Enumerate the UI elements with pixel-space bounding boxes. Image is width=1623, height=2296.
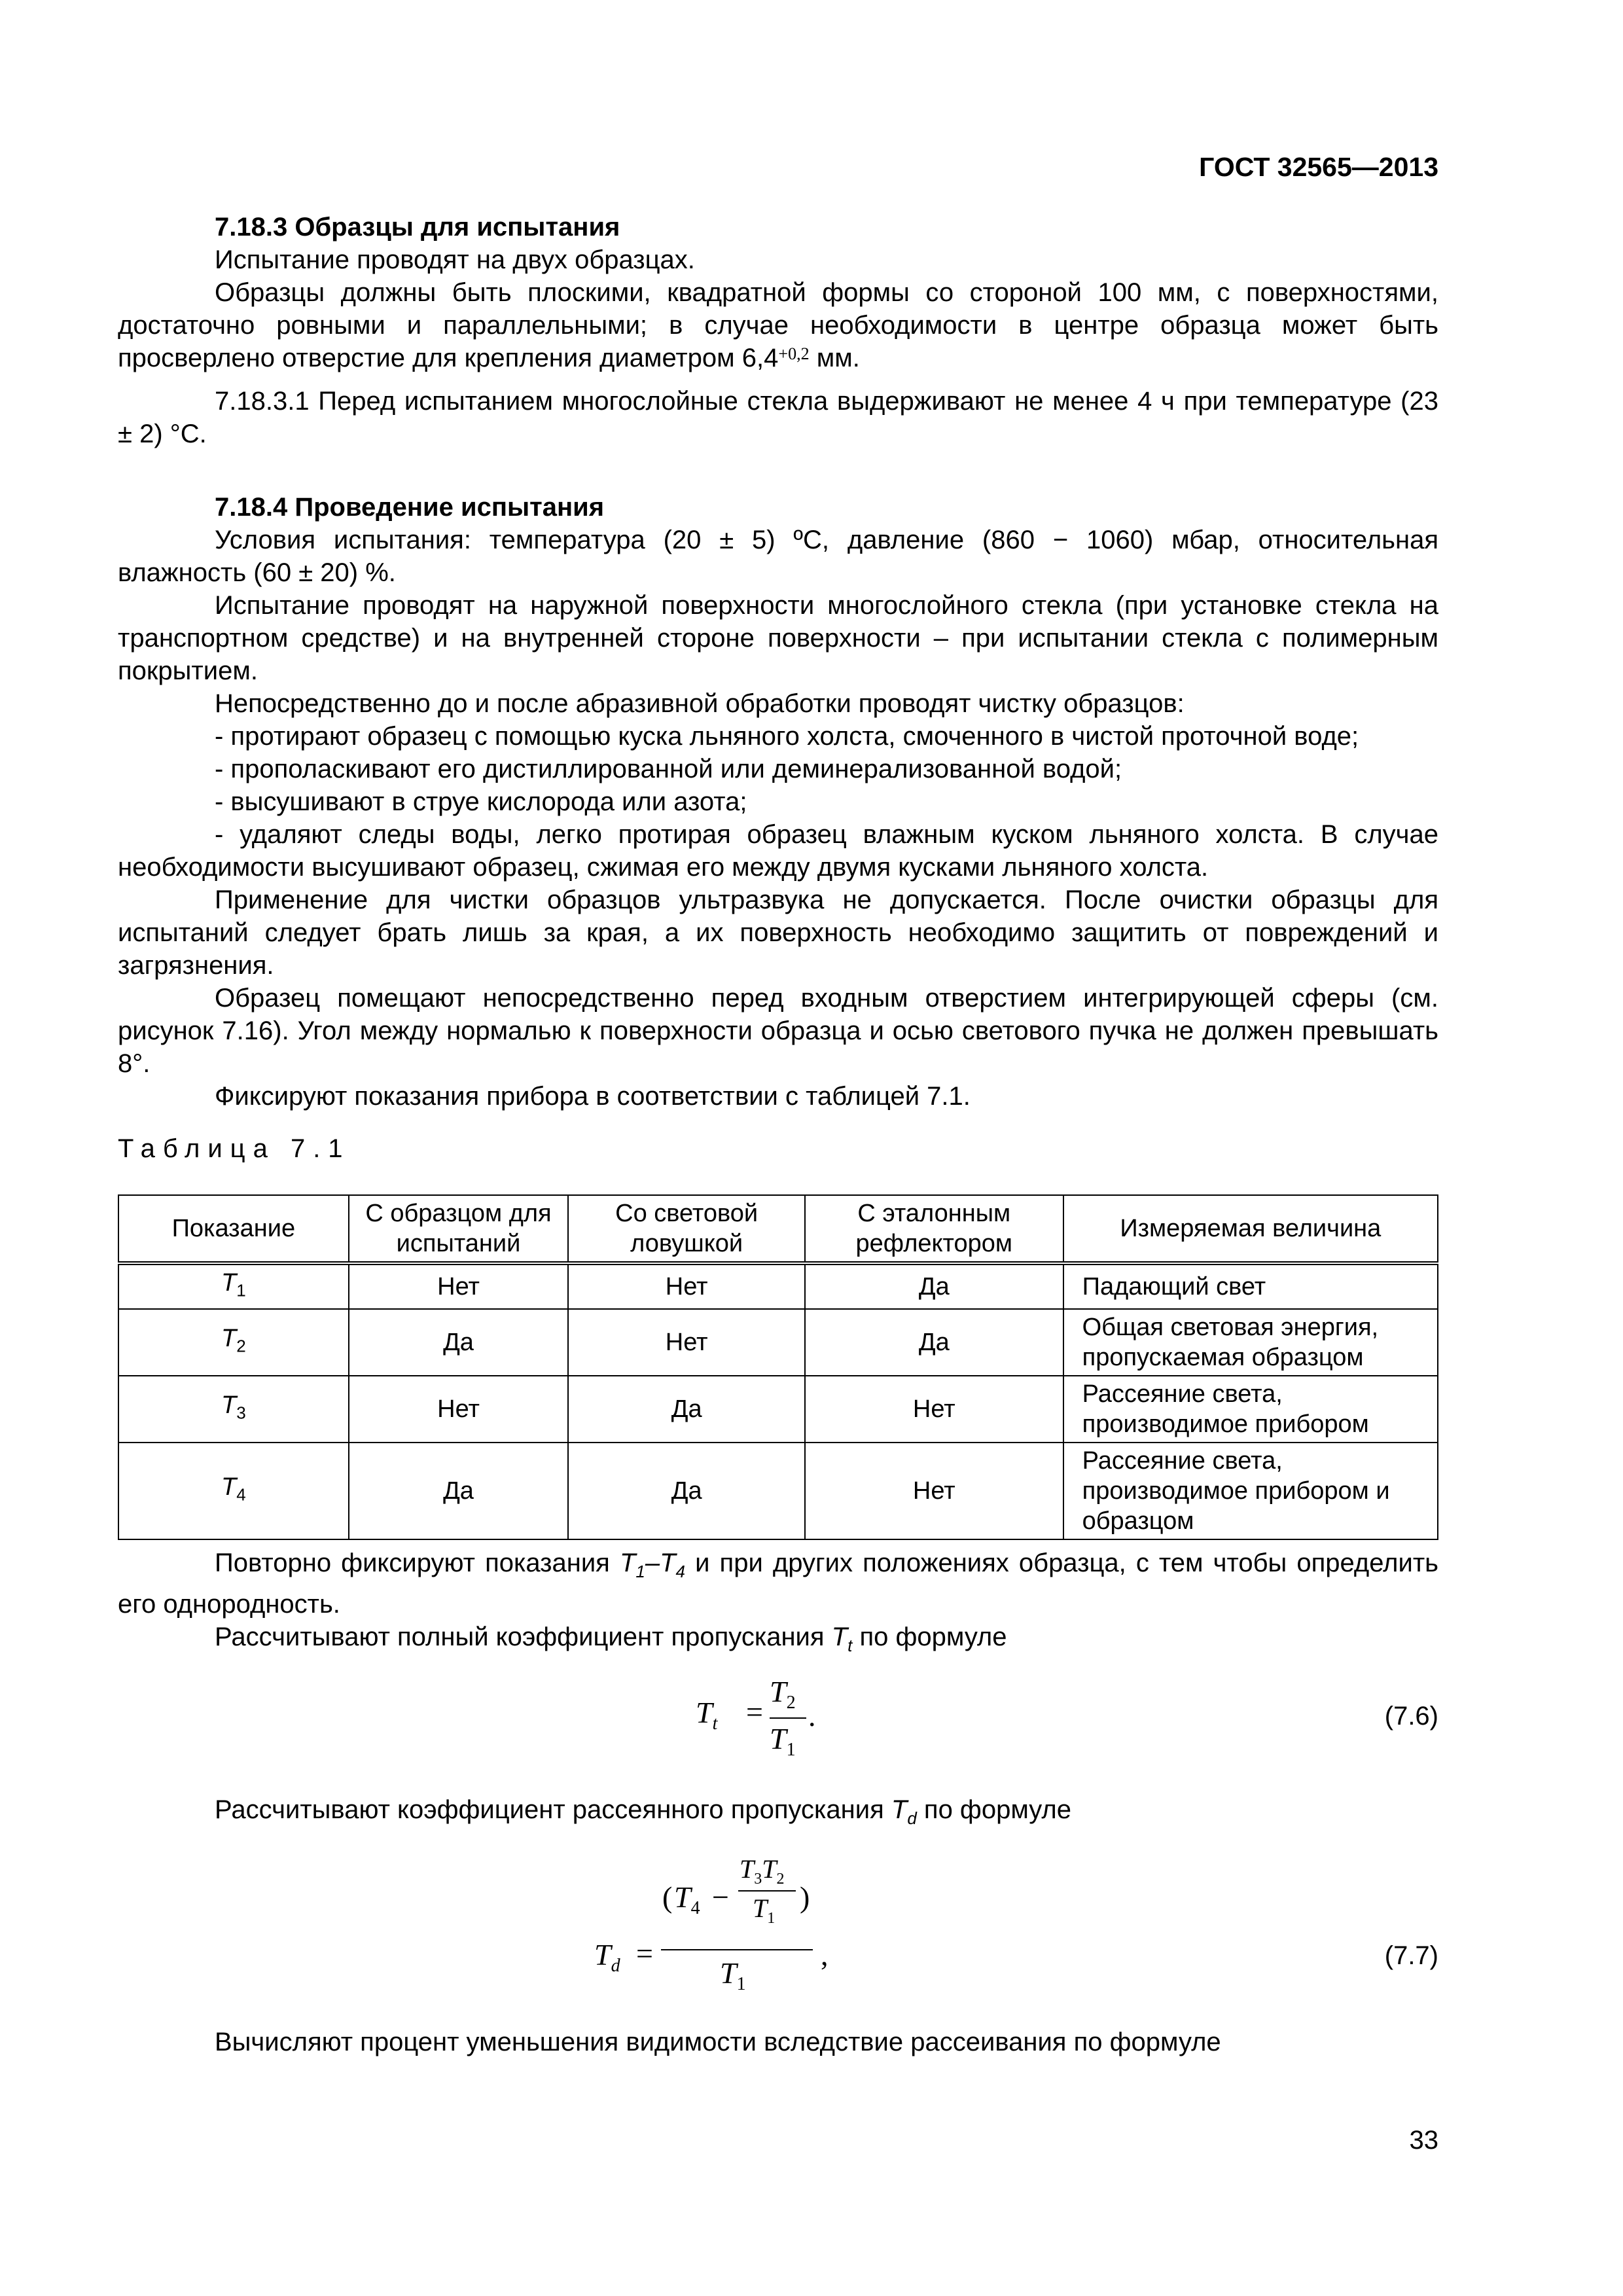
paren-close: ) [800, 1880, 810, 1914]
paragraph: Испытание проводят на наружной поверхности многослойного стекла (при установке стекла на транспортном средстве) и на внутренней стороне поверхности – при испытании стекла с полимерным покрытием. [118, 591, 1438, 685]
term-t4: $T_4$ [674, 1880, 700, 1919]
table-cell: Падающий свет [1063, 1263, 1438, 1309]
column-header: С эталонным рефлектором [805, 1195, 1063, 1263]
paragraph: Рассчитывают коэффициент рассеянного пропускания $T_d$ по формуле [215, 1795, 1071, 1828]
table-header-row [118, 1195, 1438, 1263]
formula-equals: = [636, 1937, 653, 1970]
paragraph-text: Образцы должны быть плоскими, квадратной формы со стороной 100 мм, с поверхностями, достаточно ровными и параллельными; в случае необходимости в центре образца может быть просверлено отверстие для крепления диаметром 6,4 [118, 278, 1438, 372]
paragraph: 7.18.3.1 Перед испытанием многослойные стекла выдерживают не менее 4 ч при температуре (23 ± 2) °С. [118, 387, 1438, 448]
paragraph [118, 276, 1438, 374]
section-7-18-4 [118, 491, 1438, 1113]
inner-denominator: $T_1$ [753, 1893, 776, 1927]
paragraph: Применение для чистки образцов ультразвука не допускается. После очистки образцы для испытаний следует брать лишь за края, а их поверхность необходимо защитить от повреждений и загрязнения. [118, 886, 1438, 980]
section-7-18-3 [118, 211, 1438, 450]
formula-lhs: $T_d$ [594, 1938, 620, 1977]
symbol-td: $T_d$ [891, 1795, 917, 1828]
table-cell: Нет [349, 1263, 569, 1309]
table-row [118, 1263, 1438, 1309]
document-designation: ГОСТ 32565—2013 [1199, 152, 1438, 182]
table-cell: Да [805, 1263, 1063, 1309]
table-row [118, 1376, 1438, 1443]
column-header: Измеряемая величина [1063, 1195, 1438, 1263]
text-after-table [118, 1547, 1438, 1662]
table-cell: Нет [568, 1263, 805, 1309]
list-item: - протирают образец с помощью куска льняного холста, смоченного в чистой проточной воде; [215, 722, 1359, 751]
paragraph: Непосредственно до и после абразивной обработки проводят чистку образцов: [215, 689, 1185, 718]
table-row [118, 1443, 1438, 1539]
formula-period: . [808, 1699, 816, 1732]
paren-open: ( [662, 1880, 673, 1914]
tolerance: +0,2 [778, 344, 810, 363]
list-item: - прополаскивают его дистиллированной или деминерализованной водой; [215, 755, 1122, 783]
table-cell: Да [568, 1376, 805, 1443]
column-header: С образцом для испытаний [349, 1195, 569, 1263]
formula-number: (7.6) [1384, 1702, 1438, 1731]
paragraph: Образец помещают непосредственно перед входным отверстием интегрирующей сферы (см. рисунок 7.16). Угол между нормалью к поверхности образца и осью светового пучка не должен превышать 8°. [118, 984, 1438, 1078]
paragraph: Испытание проводят на двух образцах. [215, 245, 695, 274]
inner-fraction-bar [738, 1890, 796, 1892]
paragraph: Условия испытания: температура (20 ± 5) ºС, давление (860 − 1060) мбар, относительная влажность (60 ± 20) %. [118, 526, 1438, 587]
symbol-cell: $T_1$ [118, 1263, 349, 1309]
paragraph: Вычисляют процент уменьшения видимости вследствие рассеивания по формуле [215, 2028, 1221, 2056]
formula-denominator: $T_1$ [720, 1956, 746, 1995]
table-cell: Да [349, 1443, 569, 1539]
symbol-cell: $T_3$ [118, 1376, 349, 1443]
table-cell: Общая световая энергия, пропускаемая образцом [1063, 1309, 1438, 1376]
column-header: Со световой ловушкой [568, 1195, 805, 1263]
table-cell: Да [805, 1309, 1063, 1376]
table-cell: Нет [568, 1309, 805, 1376]
paragraph: Повторно фиксируют показания $T_1-T_4$ и при других положениях образца, с тем чтобы определить его однородность. [118, 1549, 1439, 1619]
table-cell: Да [349, 1309, 569, 1376]
table-cell: Нет [349, 1376, 569, 1443]
paragraph: Фиксируют показания прибора в соответствии с таблицей 7.1. [215, 1082, 971, 1111]
formula-number: (7.7) [1384, 1941, 1438, 1970]
list-item: - высушивают в струе кислорода или азота; [215, 787, 747, 816]
table-cell: Рассеяние света, производимое прибором [1063, 1376, 1438, 1443]
list-item: - удаляют следы воды, легко протирая образец влажным куском льняного холста. В случае необходимости высушивают образец, сжимая его между двумя кусками льняного холста. [118, 820, 1438, 882]
formula-numerator: $T_2$ [770, 1675, 796, 1713]
table-cell: Рассеяние света, производимое прибором и образцом [1063, 1443, 1438, 1539]
table-7-1 [118, 1194, 1438, 1540]
inner-numerator: $T_3T_2$ [740, 1854, 785, 1888]
formula-comma: , [821, 1938, 829, 1971]
section-heading: 7.18.3 Образцы для испытания [215, 213, 620, 242]
page-number: 33 [1409, 2126, 1438, 2155]
symbol-cell: $T_4$ [118, 1443, 349, 1539]
symbol-range: $T_1-T_4$ [619, 1549, 685, 1581]
fraction-bar [770, 1717, 806, 1719]
column-header: Показание [118, 1195, 349, 1263]
formula-equals: = [746, 1695, 763, 1729]
table-caption: Таблица 7.1 [118, 1134, 351, 1163]
table-row [118, 1309, 1438, 1376]
symbol-cell: $T_2$ [118, 1309, 349, 1376]
paragraph-last [118, 2026, 1438, 2058]
symbol-tt: $T_t$ [831, 1623, 853, 1655]
table-cell: Нет [805, 1376, 1063, 1443]
table-cell: Да [568, 1443, 805, 1539]
paragraph-td [118, 1793, 1438, 1835]
section-heading: 7.18.4 Проведение испытания [215, 493, 605, 522]
minus-sign: − [712, 1880, 729, 1914]
formula-lhs: $T_t$ [696, 1696, 718, 1734]
formula-denominator: $T_1$ [770, 1722, 796, 1761]
table-cell: Нет [805, 1443, 1063, 1539]
unit: мм. [809, 344, 860, 372]
fraction-bar [661, 1949, 813, 1950]
paragraph: Рассчитывают полный коэффициент пропускания $T_t$ по формуле [215, 1623, 1007, 1655]
